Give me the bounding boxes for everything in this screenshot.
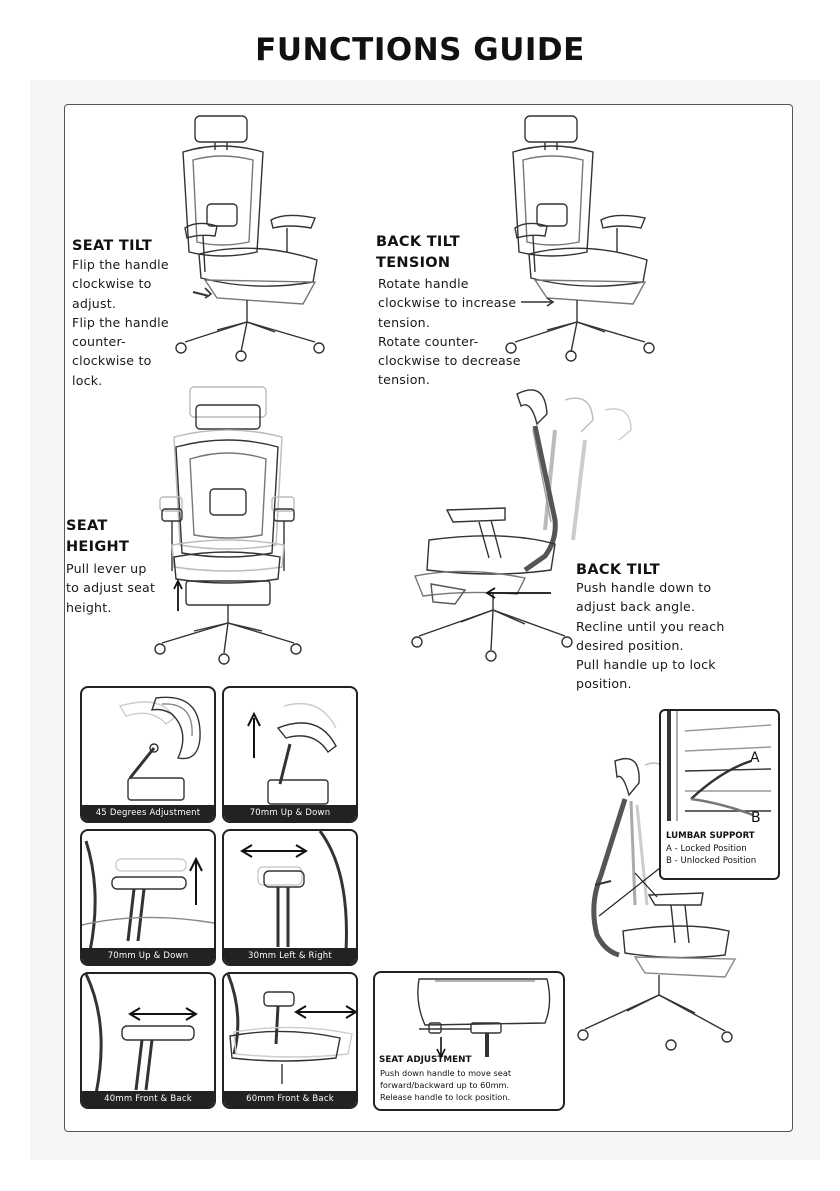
seat-adjustment-box — [373, 971, 565, 1111]
headrest-angle-drawing — [82, 688, 214, 821]
seat-tilt-title: SEAT TILT — [72, 238, 153, 254]
seat-adjustment-body: Push down handle to move seat forward/backward up to 60mm. Release handle to lock position. — [380, 1068, 512, 1102]
panel-caption: 70mm Up & Down — [82, 948, 214, 964]
back-tilt-tension-title-line2: TENSION — [376, 255, 451, 271]
lumbar-support-title: LUMBAR SUPPORT — [666, 831, 755, 841]
lumbar-label-b: B — [751, 810, 761, 826]
panel-seat-front-back — [222, 972, 358, 1109]
armrest-front-back-drawing — [82, 974, 214, 1107]
panel-caption: 60mm Front & Back — [224, 1091, 356, 1107]
seat-front-back-drawing — [224, 974, 356, 1107]
panel-armrest-front-back — [80, 972, 216, 1109]
panel-caption: 40mm Front & Back — [82, 1091, 214, 1107]
lumbar-position-a: A - Locked Position — [666, 844, 747, 854]
seat-height-title-line2: HEIGHT — [66, 539, 130, 555]
seat-height-title-line1: SEAT — [66, 518, 108, 534]
page-title: FUNCTIONS GUIDE — [255, 32, 585, 68]
back-tilt-title: BACK TILT — [576, 562, 660, 578]
panel-caption: 70mm Up & Down — [224, 805, 356, 821]
armrest-height-drawing — [82, 831, 214, 964]
headrest-height-drawing — [224, 688, 356, 821]
panel-caption: 45 Degrees Adjustment — [82, 805, 214, 821]
armrest-left-right-drawing — [224, 831, 356, 964]
panel-headrest-angle — [80, 686, 216, 823]
panel-headrest-height — [222, 686, 358, 823]
seat-adjustment-drawing — [375, 973, 563, 1063]
back-tilt-body: Push handle down to adjust back angle. Recline until you reach desired position. Pull handle up to lock position. — [576, 580, 725, 692]
lumbar-support-box — [659, 709, 780, 880]
back-tilt-tension-title-line1: BACK TILT — [376, 234, 460, 250]
seat-adjustment-title: SEAT ADJUSTMENT — [379, 1055, 472, 1065]
seat-height-body: Pull lever up to adjust seat height. — [66, 561, 156, 615]
panel-armrest-height — [80, 829, 216, 966]
lumbar-position-b: B - Unlocked Position — [666, 856, 757, 866]
lumbar-label-a: A — [750, 750, 760, 766]
panel-caption: 30mm Left & Right — [224, 948, 356, 964]
panel-armrest-left-right — [222, 829, 358, 966]
seat-tilt-body: Flip the handle clockwise to adjust. Flip the handle counter- clockwise to lock. — [72, 257, 169, 388]
chair-seat-height-illustration — [150, 385, 300, 670]
back-tilt-tension-body: Rotate handle clockwise to increase tension. Rotate counter- clockwise to decrease tension. — [378, 276, 521, 388]
